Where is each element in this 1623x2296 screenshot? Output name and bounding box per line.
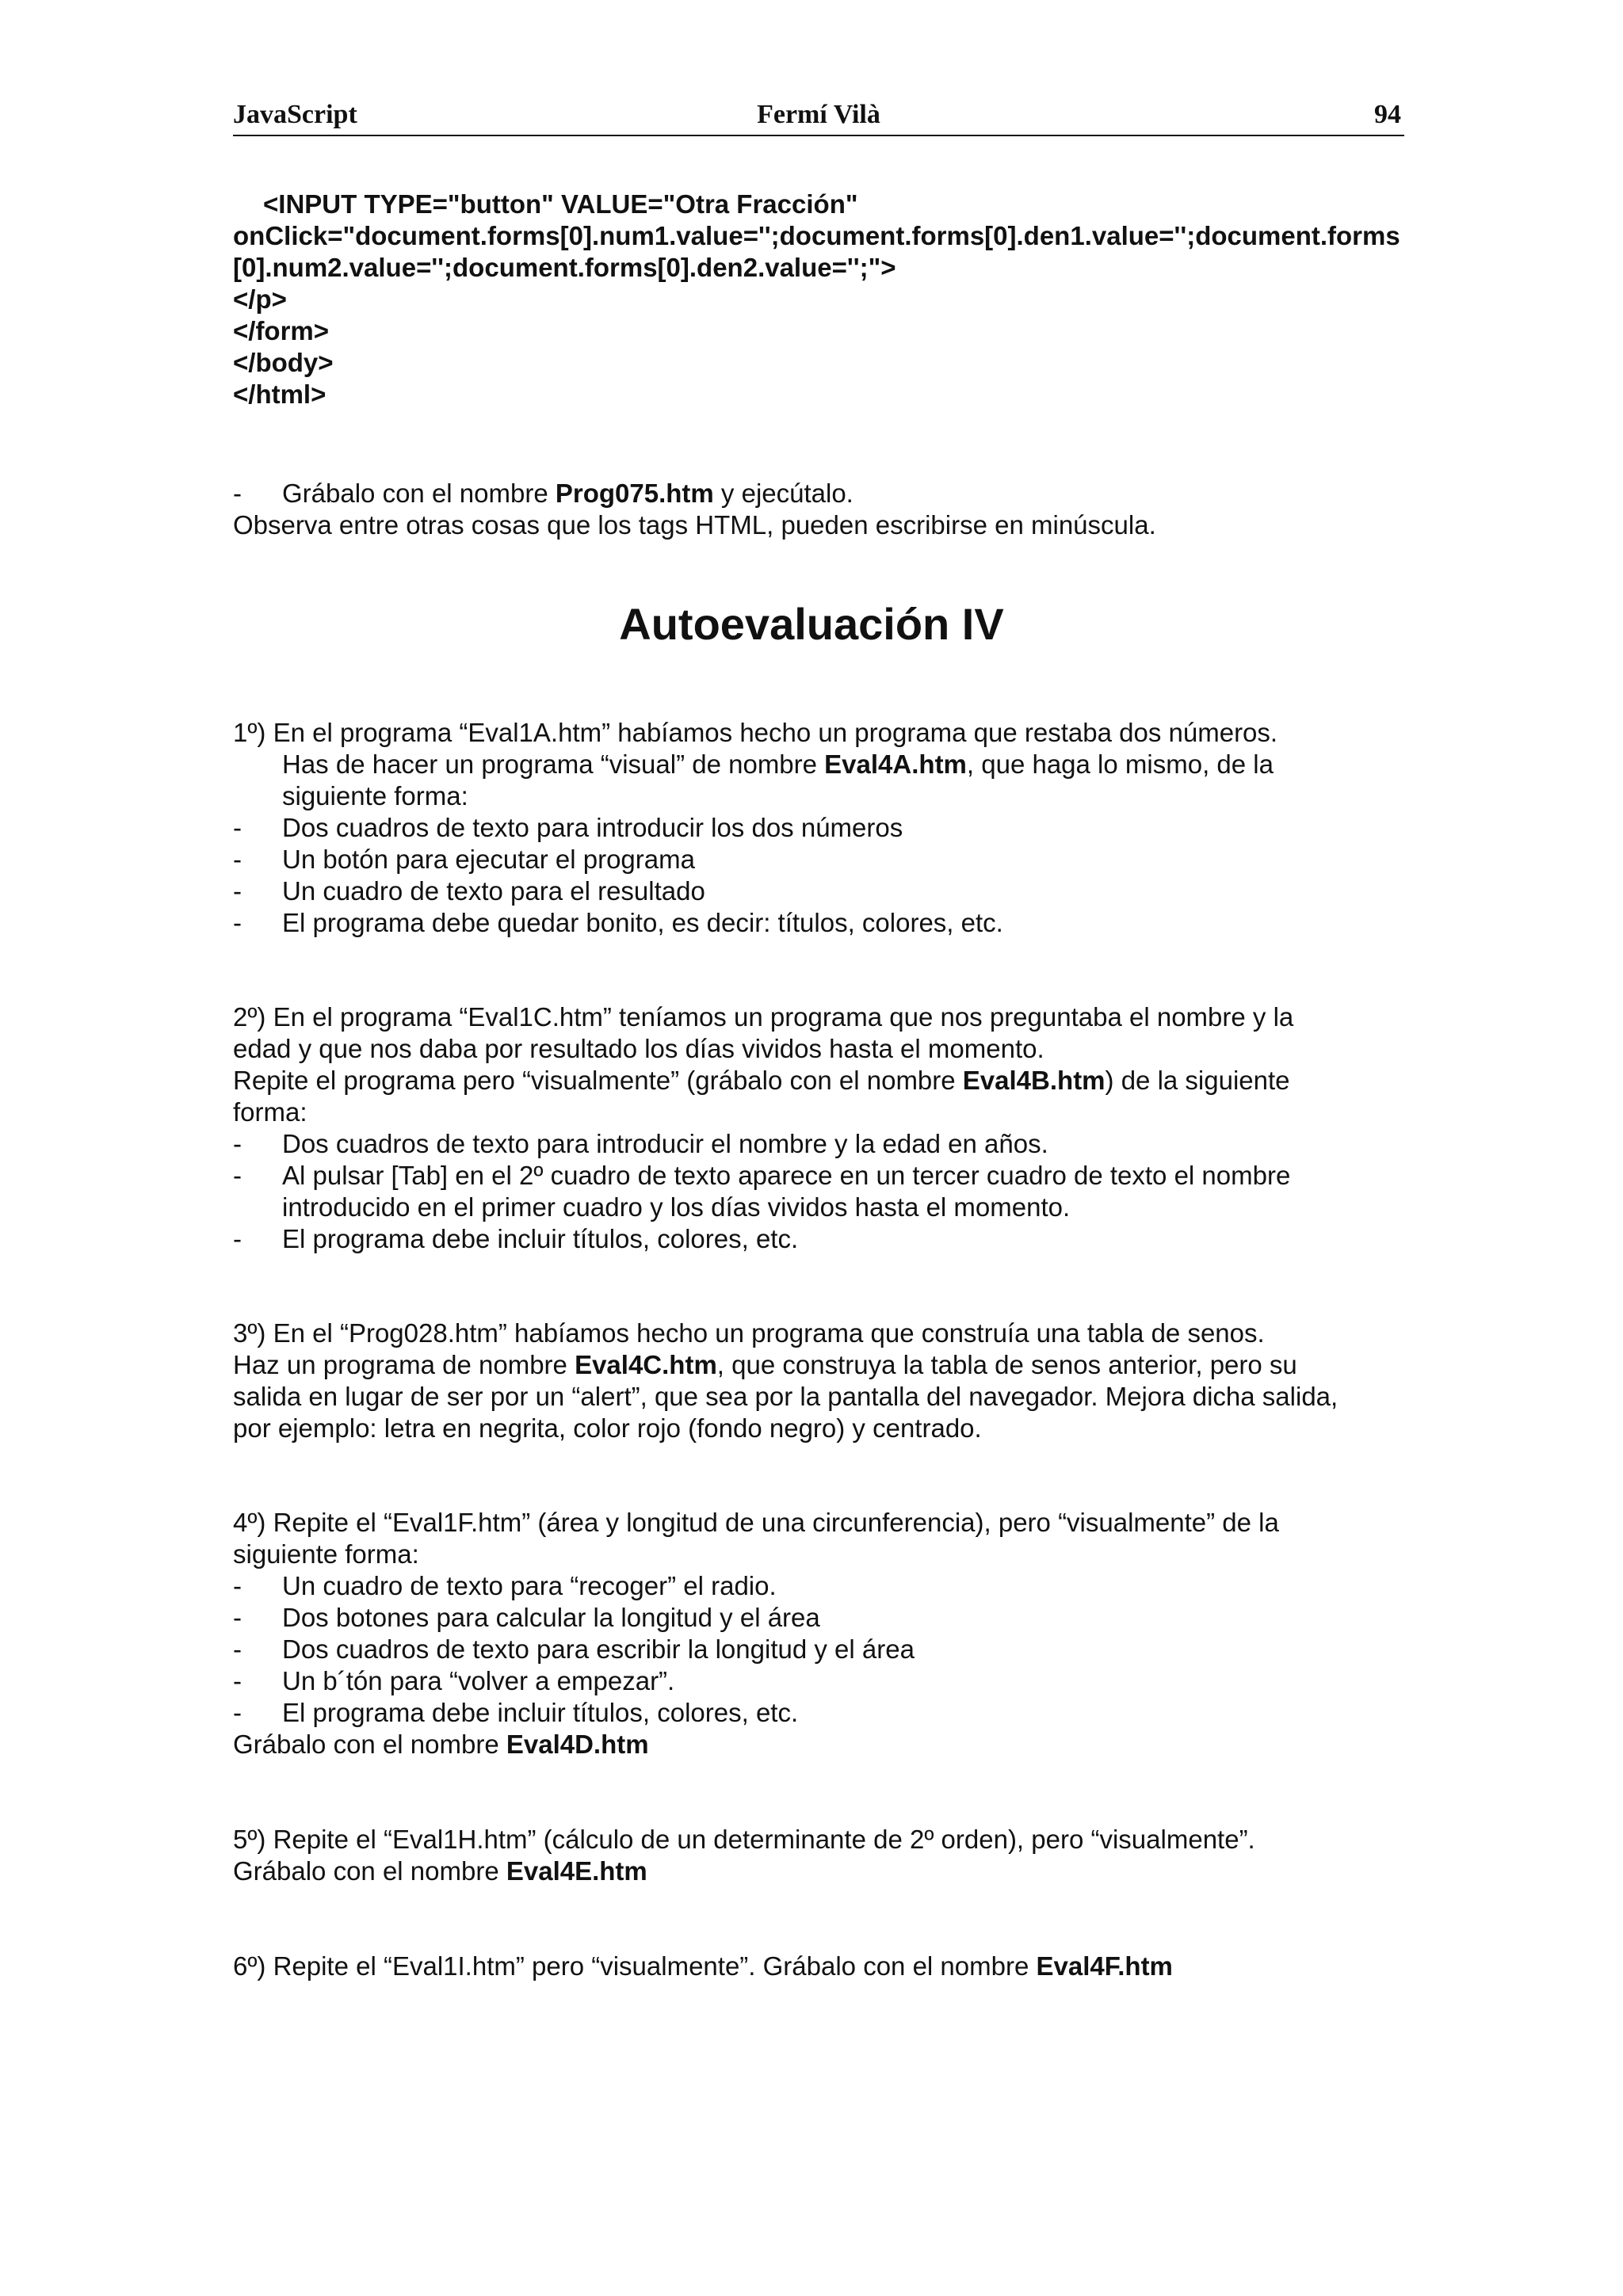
question-text: 4º) Repite el “Eval1F.htm” (área y longitud de una circunferencia), pero “visualmente” de la [233,1508,1279,1537]
question-text: por ejemplo: letra en negrita, color rojo (fondo negro) y centrado. [233,1413,982,1443]
save-note [233,478,1406,541]
text-span: ) de la siguiente [1105,1066,1290,1095]
list-item [233,1697,1406,1729]
list-item-text: El programa debe quedar bonito, es decir: títulos, colores, etc. [282,908,1003,937]
header-author: Fermí Vilà [757,100,880,129]
code-line: </p> [233,284,287,314]
bullet-dash: - [233,1161,242,1190]
list-item-text: Un b´tón para “volver a empezar”. [282,1666,675,1695]
list-item-text: Un cuadro de texto para el resultado [282,876,705,906]
page-number: 94 [1374,100,1401,129]
text-span: , que haga lo mismo, de la [966,749,1274,779]
question-4 [233,1507,1406,1760]
bullet-dash: - [233,1571,242,1600]
list-item-text: Dos cuadros de texto para introducir el nombre y la edad en años. [282,1129,1048,1158]
list-item-text: Un cuadro de texto para “recoger” el radio. [282,1571,777,1600]
bullet-dash: - [233,1224,242,1253]
question-text [233,1349,1406,1381]
header-rule [233,135,1404,136]
file-name: Prog075.htm [555,479,714,508]
list-item [233,1634,1406,1665]
page-header [233,95,1404,136]
bullet-dash: - [233,1603,242,1632]
code-line: </body> [233,348,334,377]
text-span: Haz un programa de nombre [233,1350,575,1379]
bullet-dash: - [233,845,242,874]
list-item [233,1128,1406,1160]
code-block [233,189,1406,410]
text-span: Grábalo con el nombre [233,1856,506,1886]
bullet-dash: - [233,813,242,842]
question-text: siguiente forma: [282,781,468,810]
question-3 [233,1318,1406,1444]
text-span: y ejecútalo. [713,479,854,508]
save-instruction [233,1855,1406,1887]
bullet-dash: - [233,479,242,508]
file-name: Eval4E.htm [506,1856,647,1886]
question-text: forma: [233,1097,307,1127]
question-text [233,1065,1406,1097]
section-title: Autoevaluación IV [619,599,1004,649]
list-item-text: El programa debe incluir títulos, colores, etc. [282,1224,799,1253]
list-item-text: Un botón para ejecutar el programa [282,845,695,874]
question-text: 2º) En el programa “Eval1C.htm” teníamos un programa que nos preguntaba el nombre y la [233,1002,1294,1032]
list-item [233,1665,1406,1697]
code-line: <INPUT TYPE="button" VALUE="Otra Fracción" [263,189,858,219]
save-instruction [233,1729,1406,1760]
list-item [233,844,1406,875]
question-text: salida en lugar de ser por un “alert”, que sea por la pantalla del navegador. Mejora dicha salida, [233,1382,1338,1411]
bullet-dash: - [233,1634,242,1664]
header-left: JavaScript [233,100,357,129]
list-item-text: Dos cuadros de texto para introducir los dos números [282,813,903,842]
text-span: Repite el programa pero “visualmente” (grábalo con el nombre [233,1066,963,1095]
text-span: Has de hacer un programa “visual” de nombre [282,749,825,779]
text-span: Grábalo con el nombre [233,1730,506,1759]
observe-note: Observa entre otras cosas que los tags HTML, pueden escribirse en minúscula. [233,510,1156,540]
question-1 [233,717,1406,939]
question-text: 1º) En el programa “Eval1A.htm” habíamos hecho un programa que restaba dos números. [233,718,1278,747]
question-text: 5º) Repite el “Eval1H.htm” (cálculo de un determinante de 2º orden), pero “visualmente”. [233,1825,1255,1854]
list-item [233,1570,1406,1602]
code-line: onClick="document.forms[0].num1.value='';document.forms[0].den1.value='';document.forms[0].num2.value='';document.forms[0].den2.value='';"> [233,221,1400,282]
text-span: , que construya la tabla de senos anterior, pero su [716,1350,1297,1379]
bullet-dash: - [233,908,242,937]
bullet-dash: - [233,1698,242,1727]
question-text: siguiente forma: [233,1539,419,1569]
question-text [233,749,1406,780]
file-name: Eval4B.htm [962,1066,1106,1095]
question-2 [233,1001,1406,1255]
list-item-text: Dos cuadros de texto para escribir la longitud y el área [282,1634,915,1664]
question-5 [233,1824,1406,1887]
list-item [233,1602,1406,1634]
bullet-dash: - [233,1666,242,1695]
bullet-dash: - [233,1129,242,1158]
list-item [233,1160,1406,1192]
code-line: </form> [233,316,330,345]
list-item-text: Al pulsar [Tab] en el 2º cuadro de texto aparece en un tercer cuadro de texto el nombre [282,1161,1291,1190]
list-item [233,875,1406,907]
question-6 [233,1951,1406,1982]
list-item [233,478,1406,509]
text-span: 6º) Repite el “Eval1I.htm” pero “visualmente”. Grábalo con el nombre [233,1951,1037,1981]
file-name: Eval4C.htm [575,1350,717,1379]
code-line: </html> [233,379,327,409]
file-name: Eval4A.htm [824,749,967,779]
list-item-text: El programa debe incluir títulos, colores, etc. [282,1698,799,1727]
question-text: edad y que nos daba por resultado los días vividos hasta el momento. [233,1034,1044,1063]
question-text [233,1951,1406,1982]
file-name: Eval4F.htm [1036,1951,1173,1981]
file-name: Eval4D.htm [506,1730,649,1759]
bullet-dash: - [233,876,242,906]
question-text: 3º) En el “Prog028.htm” habíamos hecho un programa que construía una tabla de senos. [233,1318,1265,1348]
list-item-continuation: introducido en el primer cuadro y los días vividos hasta el momento. [282,1192,1071,1222]
text-span: Grábalo con el nombre [282,479,556,508]
list-item [233,907,1406,939]
list-item-text: Dos botones para calcular la longitud y el área [282,1603,820,1632]
list-item [233,1223,1406,1255]
list-item [233,812,1406,844]
